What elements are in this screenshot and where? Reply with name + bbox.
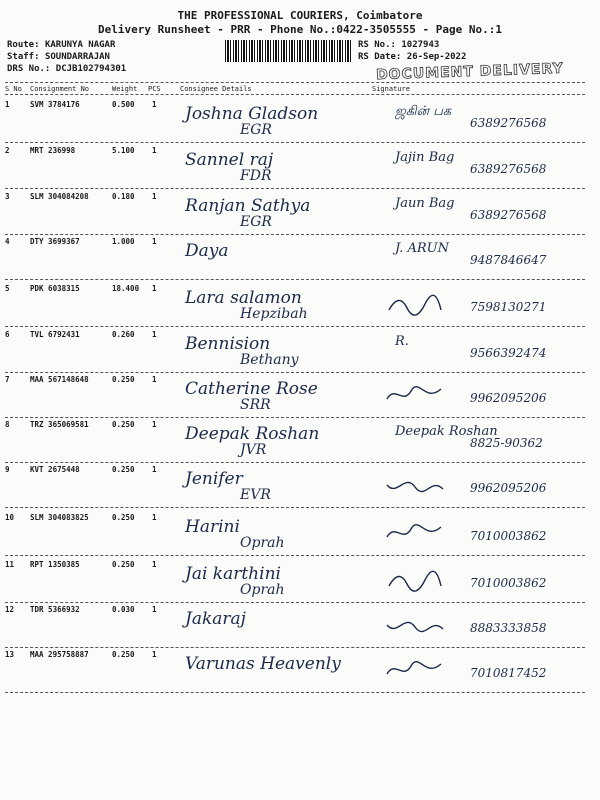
row-serial-number: 4 — [5, 237, 10, 246]
row-weight: 0.250 — [112, 420, 135, 429]
signature-scribble — [385, 656, 445, 684]
col-consignee: Consignee Details — [180, 85, 252, 93]
signature-phone-number: 6389276568 — [470, 162, 547, 176]
row-serial-number: 1 — [5, 100, 10, 109]
row-weight: 0.260 — [112, 330, 135, 339]
row-pieces: 1 — [152, 284, 157, 293]
row-divider — [5, 692, 585, 693]
route-line — [7, 40, 115, 50]
signature-phone-number: 9566392474 — [470, 346, 547, 360]
row-serial-number: 9 — [5, 465, 10, 474]
consignee-note-handwritten: Oprah — [240, 535, 285, 551]
row-divider — [5, 188, 585, 189]
row-consignment-number: PDK 6038315 — [30, 284, 80, 293]
consignee-note-handwritten: Oprah — [240, 582, 285, 598]
consignee-name-handwritten: Jakaraj — [185, 609, 246, 629]
rs-no-value: 1027943 — [401, 40, 440, 50]
col-consignment: Consignment No — [30, 85, 90, 93]
signature-scribble — [385, 519, 445, 547]
rs-no-line — [358, 40, 439, 50]
row-pieces: 1 — [152, 513, 157, 522]
table-row — [0, 420, 600, 460]
row-weight: 18.400 — [112, 284, 140, 293]
signature-scribble — [385, 471, 445, 499]
row-consignment-number: DTY 3699367 — [30, 237, 80, 246]
row-consignment-number: TDR 5366932 — [30, 605, 80, 614]
consignee-note-handwritten: Hepzibah — [240, 306, 308, 322]
table-row — [0, 375, 600, 415]
document-delivery-stamp: DOCUMENT DELIVERY — [375, 60, 564, 84]
consignee-name-handwritten: Jenifer — [185, 469, 243, 489]
signature-phone-number: 9962095206 — [470, 391, 547, 405]
row-divider — [5, 234, 585, 235]
consignee-name-handwritten: Jai karthini — [185, 564, 281, 584]
table-row — [0, 513, 600, 553]
consignee-name-handwritten: Deepak Roshan — [185, 424, 320, 444]
route-label: Route: — [7, 40, 40, 50]
barcode — [225, 40, 353, 62]
table-row — [0, 330, 600, 370]
row-weight: 0.250 — [112, 560, 135, 569]
consignee-name-handwritten: Bennision — [185, 334, 271, 354]
row-consignment-number: MRT 236998 — [30, 146, 76, 155]
row-consignment-number: SLM 304083825 — [30, 513, 89, 522]
row-divider — [5, 507, 585, 508]
rs-date-line — [358, 52, 466, 62]
consignee-name-handwritten: Joshna Gladson — [185, 104, 319, 124]
row-pieces: 1 — [152, 560, 157, 569]
row-divider — [5, 279, 585, 280]
signature-scribble — [385, 381, 445, 409]
row-pieces: 1 — [152, 375, 157, 384]
row-divider — [5, 555, 585, 556]
signature-handwritten: ஜகின் பக — [395, 104, 452, 119]
signature-handwritten: Jajin Bag — [395, 150, 455, 165]
signature-phone-number: 7010003862 — [470, 529, 547, 543]
rs-no-label: RS No.: — [358, 40, 396, 50]
row-serial-number: 5 — [5, 284, 10, 293]
row-consignment-number: TVL 6792431 — [30, 330, 80, 339]
consignee-note-handwritten: EGR — [240, 122, 272, 138]
signature-phone-number: 8825-90362 — [470, 436, 543, 450]
signature-handwritten: Jaun Bag — [395, 196, 455, 211]
signature-handwritten: J. ARUN — [395, 241, 449, 256]
signature-handwritten: Deepak Roshan — [395, 424, 498, 439]
staff-value: SOUNDARRAJAN — [44, 52, 110, 62]
row-divider — [5, 417, 585, 418]
row-pieces: 1 — [152, 146, 157, 155]
row-consignment-number: KVT 2675448 — [30, 465, 80, 474]
table-row — [0, 284, 600, 324]
route-value: KARUNYA NAGAR — [44, 40, 116, 50]
row-pieces: 1 — [152, 420, 157, 429]
row-serial-number: 11 — [5, 560, 15, 569]
table-row — [0, 192, 600, 232]
row-serial-number: 3 — [5, 192, 10, 201]
signature-phone-number: 9962095206 — [470, 481, 547, 495]
row-divider — [5, 602, 585, 603]
signature-scribble — [385, 290, 445, 318]
row-serial-number: 13 — [5, 650, 15, 659]
rs-date-value: 26-Sep-2022 — [406, 52, 467, 62]
drs-label: DRS No.: — [7, 64, 51, 74]
consignee-note-handwritten: JVR — [240, 442, 267, 458]
table-row — [0, 650, 600, 690]
col-weight: Weight — [112, 85, 138, 93]
row-consignment-number: RPT 1350385 — [30, 560, 80, 569]
row-pieces: 1 — [152, 237, 157, 246]
row-consignment-number: MAA 567148648 — [30, 375, 89, 384]
table-row — [0, 465, 600, 505]
row-serial-number: 10 — [5, 513, 15, 522]
signature-phone-number: 6389276568 — [470, 208, 547, 222]
row-pieces: 1 — [152, 330, 157, 339]
row-weight: 0.180 — [112, 192, 135, 201]
col-signature: Signature — [372, 85, 410, 93]
row-consignment-number: SLM 304084208 — [30, 192, 89, 201]
signature-phone-number: 7598130271 — [470, 300, 547, 314]
row-weight: 0.250 — [112, 465, 135, 474]
signature-handwritten: R. — [395, 334, 409, 349]
drs-line — [7, 64, 126, 74]
consignee-note-handwritten: EGR — [240, 214, 272, 230]
row-consignment-number: TRZ 365069581 — [30, 420, 89, 429]
row-serial-number: 7 — [5, 375, 10, 384]
header-divider-top — [5, 82, 585, 83]
signature-scribble — [385, 566, 445, 594]
rs-date-label: RS Date: — [358, 52, 402, 62]
row-weight: 0.250 — [112, 513, 135, 522]
col-sno: S No — [5, 85, 22, 93]
consignee-name-handwritten: Daya — [185, 241, 229, 261]
runsheet-subtitle: Delivery Runsheet - PRR - Phone No.:0422-3505555 - Page No.:1 — [98, 23, 502, 36]
row-pieces: 1 — [152, 100, 157, 109]
row-weight: 1.000 — [112, 237, 135, 246]
signature-phone-number: 7010817452 — [470, 666, 547, 680]
row-divider — [5, 372, 585, 373]
row-pieces: 1 — [152, 650, 157, 659]
staff-line — [7, 52, 110, 62]
consignee-name-handwritten: Catherine Rose — [185, 379, 318, 399]
company-title: THE PROFESSIONAL COURIERS, Coimbatore — [177, 9, 423, 22]
consignee-name-handwritten: Lara salamon — [185, 288, 302, 308]
consignee-note-handwritten: SRR — [240, 397, 271, 413]
consignee-note-handwritten: Bethany — [240, 352, 299, 368]
signature-phone-number: 9487846647 — [470, 253, 547, 267]
row-weight: 5.100 — [112, 146, 135, 155]
consignee-note-handwritten: FDR — [240, 168, 272, 184]
signature-phone-number: 8883333858 — [470, 621, 547, 635]
row-serial-number: 6 — [5, 330, 10, 339]
row-weight: 0.250 — [112, 375, 135, 384]
row-weight: 0.500 — [112, 100, 135, 109]
row-consignment-number: MAA 295758887 — [30, 650, 89, 659]
row-consignment-number: SVM 3784176 — [30, 100, 80, 109]
row-pieces: 1 — [152, 605, 157, 614]
row-serial-number: 8 — [5, 420, 10, 429]
table-row — [0, 605, 600, 645]
consignee-name-handwritten: Ranjan Sathya — [185, 196, 311, 216]
col-pcs: PCS — [148, 85, 161, 93]
table-row — [0, 560, 600, 600]
row-serial-number: 2 — [5, 146, 10, 155]
row-weight: 0.250 — [112, 650, 135, 659]
table-row — [0, 146, 600, 186]
header-divider-bottom — [5, 94, 585, 95]
consignee-name-handwritten: Harini — [185, 517, 240, 537]
row-divider — [5, 326, 585, 327]
table-row — [0, 100, 600, 140]
row-serial-number: 12 — [5, 605, 15, 614]
table-row — [0, 237, 600, 277]
signature-phone-number: 7010003862 — [470, 576, 547, 590]
consignee-note-handwritten: EVR — [240, 487, 271, 503]
row-divider — [5, 142, 585, 143]
row-divider — [5, 462, 585, 463]
signature-scribble — [385, 611, 445, 639]
consignee-name-handwritten: Varunas Heavenly — [185, 654, 341, 674]
staff-label: Staff: — [7, 52, 40, 62]
signature-phone-number: 6389276568 — [470, 116, 547, 130]
row-divider — [5, 647, 585, 648]
consignee-name-handwritten: Sannel raj — [185, 150, 274, 170]
row-pieces: 1 — [152, 465, 157, 474]
drs-value: DCJB102794301 — [55, 64, 127, 74]
row-weight: 0.030 — [112, 605, 135, 614]
row-pieces: 1 — [152, 192, 157, 201]
